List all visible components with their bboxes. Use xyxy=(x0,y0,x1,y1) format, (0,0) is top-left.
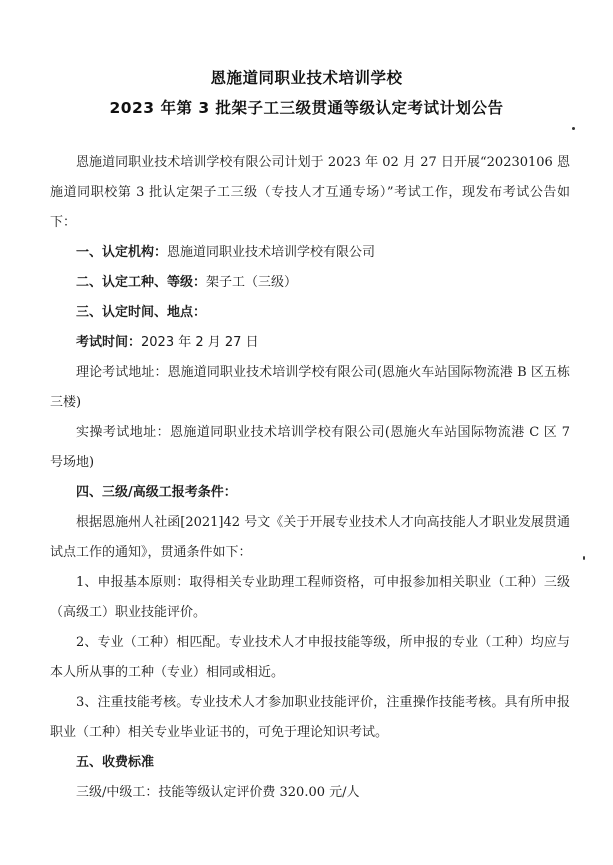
scan-speck xyxy=(572,127,575,130)
section-2-label: 二、认定工种、等级： xyxy=(76,275,207,290)
exam-time-label: 考试时间： xyxy=(76,335,142,350)
document-title-line2: 2023 年第 3 批架子工三级贯通等级认定考试计划公告 xyxy=(109,99,504,117)
section-5 xyxy=(50,748,570,778)
section-4-intro: 根据恩施州人社函[2021]42 号文《关于开展专业技术人才向高技能人才职业发展贯通试点工作的通知》，贯通条件如下： xyxy=(50,515,570,560)
section-1-label: 一、认定机构： xyxy=(76,245,168,260)
condition-3: 3、注重技能考核。专业技术人才参加职业技能评价，注重操作技能考核。具有所申报职业（工种）相关专业毕业证书的，可免于理论知识考试。 xyxy=(50,695,570,740)
exam-time xyxy=(50,328,570,358)
section-2-value: 架子工（三级） xyxy=(206,275,298,290)
section-5-label: 五、收费标准 xyxy=(76,755,155,770)
section-2 xyxy=(50,268,570,298)
scan-speck xyxy=(583,556,585,560)
section-1-value: 恩施道同职业技术培训学校有限公司 xyxy=(167,245,376,260)
exam-time-value: 2023 年 2 月 27 日 xyxy=(141,335,259,350)
section-4-label: 四、三级/高级工报考条件： xyxy=(76,485,237,500)
fee-line: 三级/中级工：技能等级认定评价费 320.00 元/人 xyxy=(76,785,360,800)
document-title-line1: 恩施道同职业技术培训学校 xyxy=(210,69,403,87)
theory-address: 理论考试地址：恩施道同职业技术培训学校有限公司(恩施火车站国际物流港 B 区五栋三楼) xyxy=(50,365,570,410)
section-4 xyxy=(50,478,570,508)
condition-1: 1、申报基本原则：取得相关专业助理工程师资格，可申报参加相关职业（工种）三级（高级工）职业技能评价。 xyxy=(50,575,570,620)
section-3 xyxy=(50,298,570,328)
document-body xyxy=(50,148,570,808)
practice-address: 实操考试地址：恩施道同职业技术培训学校有限公司(恩施火车站国际物流港 C 区 7 号场地) xyxy=(50,425,570,470)
condition-2: 2、专业（工种）相匹配。专业技术人才申报技能等级，所申报的专业（工种）均应与本人所从事的工种（专业）相同或相近。 xyxy=(50,635,570,680)
section-3-label: 三、认定时间、地点： xyxy=(76,305,207,320)
section-1 xyxy=(50,238,570,268)
intro-paragraph: 恩施道同职业技术培训学校有限公司计划于 2023 年 02 月 27 日开展“20230106 恩施道同职校第 3 批认定架子工三级（专技人才互通专场）”考试工作，现发布考试公告如下： xyxy=(50,155,570,230)
